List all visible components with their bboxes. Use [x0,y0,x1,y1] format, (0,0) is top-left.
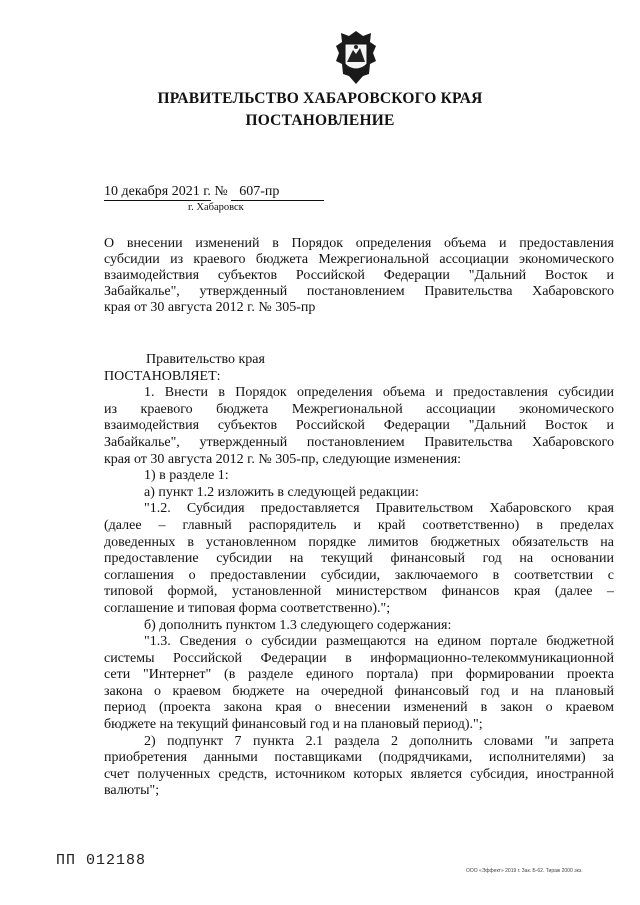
document-subject [104,236,614,316]
body-line: а) пункт 1.2 изложить в следующей редакции: [144,484,419,500]
body-line: доведенных в установленном порядке лимитов бюджетных обязательств на [104,534,614,550]
subject-line: субсидии из краевого бюджета Межрегиональной ассоциации экономического [104,252,614,267]
body-line: соглашения о предоставлении субсидии, заключаемого в соответствии с [104,567,614,583]
body-line: ПОСТАНОВЛЯЕТ: [104,368,221,384]
document-date: 10 декабря 2021 г. [104,184,211,199]
body-line: бюджете на текущий финансовый год и на плановый период)."; [104,717,483,733]
document-number: 607-пр [231,184,324,201]
body-line: приобретения данными поставщиками (подрядчиками, исполнителями) за [104,750,614,766]
body-line: системы Российской Федерации в информационно-телекоммуникационной [104,650,614,666]
document-type: ПОСТАНОВЛЕНИЕ [245,112,395,129]
body-line: типовой формой, установленной министерством финансов края (далее – [104,584,614,600]
subject-line: края от 30 августа 2012 г. № 305-пр [104,300,316,315]
form-serial-number: ПП 012188 [56,852,147,869]
coat-of-arms-icon [333,28,379,86]
subject-line: взаимодействия субъектов Российской Федерации "Дальний Восток и [104,268,614,283]
body-line: Забайкалье", утвержденный постановлением Правительства Хабаровского [104,434,614,450]
body-line: "1.3. Сведения о субсидии размещаются на едином портале бюджетной [144,634,614,650]
document-body [104,352,614,800]
body-line: период (проекта закона края о внесении изменений в закон о краевом [104,700,614,716]
body-line: (далее – главный распорядитель и край соответственно) в пределах [104,517,614,533]
body-line: "1.2. Субсидия предоставляется Правительством Хабаровского края [144,501,614,517]
date-number-line [104,184,324,201]
body-line: соглашение и типовая форма соответственно)."; [104,600,391,616]
body-line: 1) в разделе 1: [144,468,229,484]
subject-line: О внесении изменений в Порядок определения объема и предоставления [104,236,614,251]
number-label: № [214,184,228,199]
body-line: валюты"; [104,783,160,799]
city: г. Хабаровск [188,202,244,213]
body-line: предоставление субсидии на текущий финансовый год на основании [104,551,614,567]
body-line: взаимодействия субъектов Российской Федерации "Дальний Восток и [104,418,614,434]
printer-imprint: ООО «Эффект» 2019 г. Зак. Б-62. Тираж 2000 экз. [466,868,583,874]
body-line: счет полученных средств, источником которых является субсидия, иностранной [104,766,614,782]
body-line: Правительство края [146,352,265,367]
body-line: б) дополнить пунктом 1.3 следующего содержания: [144,617,452,633]
body-line: 1. Внести в Порядок определения объема и предоставления субсидии [144,385,614,401]
body-line: края от 30 августа 2012 г. № 305-пр, следующие изменения: [104,451,462,467]
body-line: закона о краевом бюджете на очередной финансовый год и на плановый [104,683,614,699]
body-line: 2) подпункт 7 пункта 2.1 раздела 2 дополнить словами "и запрета [144,733,614,749]
body-line: сети "Интернет" (в разделе единого портала) при формировании проекта [104,667,614,683]
government-name: ПРАВИТЕЛЬСТВО ХАБАРОВСКОГО КРАЯ [157,90,483,107]
body-line: из краевого бюджета Межрегиональной ассоциации экономического [104,401,614,417]
subject-line: Забайкалье", утвержденный постановлением Правительства Хабаровского [104,284,614,299]
